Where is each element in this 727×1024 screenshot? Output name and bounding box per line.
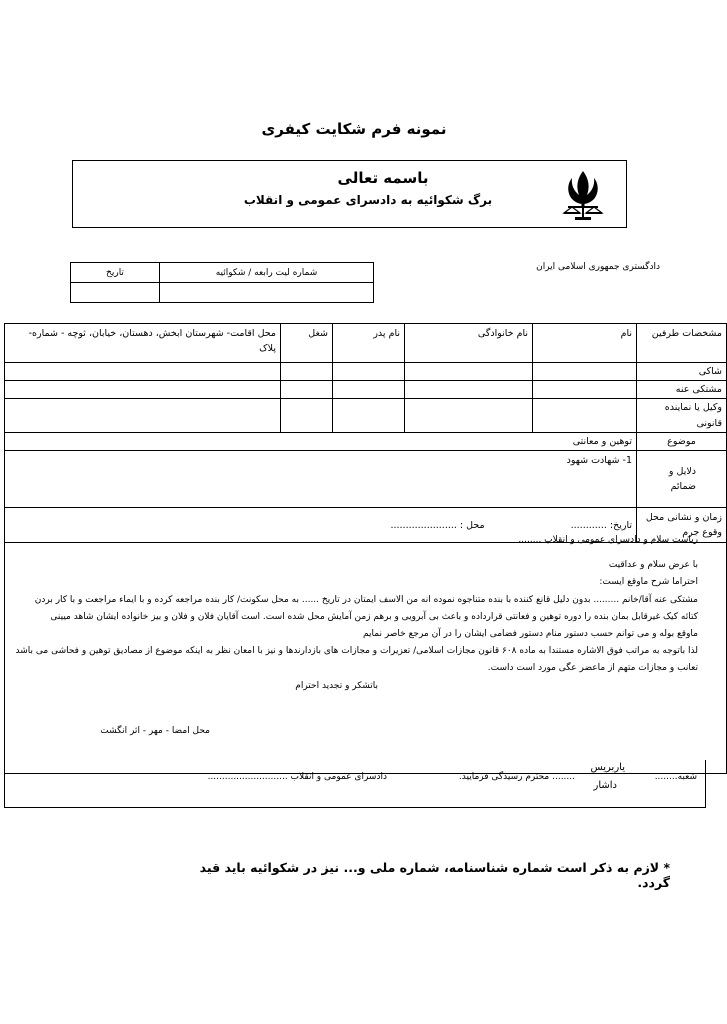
iran-emblem-icon [560,169,606,221]
col-job: شغل [281,324,333,363]
clerk-title-top: یاربریس [590,762,625,773]
subject-value[interactable]: توهین و معانتی [5,432,637,450]
document-title: نمونه فرم شکایت کیفری [261,120,447,138]
footer-row [4,760,706,808]
table-cell[interactable] [333,399,405,432]
letter-line: کتائه کیک غیرقابل بمان بنده را دوره توهین و فعانتی قرارداده و باعث بی آبرویی و برهم زمن آمایش محل شده است. است آقایان فلان و فلان و بیز خانواده ایشان شاهد میینی [50,611,698,622]
letter-line: ماوقع بوله و می توانم حسب دستور منام دستور فضامی ایشان را در آن مرجع خاصر نمایم [363,629,698,640]
letter-greeting: با عرض سلام و عداقیت [608,560,698,571]
form-header [72,160,627,228]
table-cell[interactable] [405,363,533,381]
col-family: نام خانوادگی [405,324,533,363]
reference-number-label: شماره لیت رابعه / شکوائیه [160,263,374,283]
table-cell[interactable] [533,363,637,381]
footnote: * لازم به ذکر است شماره شناسنامه، شماره ملی و... نیز در شکوائیه باید قید گردد. [199,860,670,890]
table-cell[interactable] [533,399,637,432]
reference-table [70,262,374,303]
col-father: نام پدر [333,324,405,363]
table-cell[interactable] [281,381,333,399]
col-address: محل اقامت- شهرستان ابخش، دهستان، خیابان، ثوچه - شماره- پلاک [5,324,281,363]
complaint-letter [8,532,698,695]
evidence-value[interactable]: 1- شهادت شهود [5,450,637,507]
table-row [5,363,727,381]
letter-line: لذا باتوجه به مراتب فوق الاشاره مستندا به ماده ۶۰۸ قانون مجازات اسلامی/ تعزیرات و مجازات های بازدارندها و نیز با امعان نظر به اینکه موضوع از مصادیق توهین و فحاشی می باشد [15,646,698,657]
letter-addressee: ریاست سلام و دادسرای عمومی و انقلاب ........ [518,535,698,545]
col-specs: مشخصات طرفین [637,324,727,363]
table-cell[interactable] [333,381,405,399]
letter-line: تعانب و مجازات متهم از ماعضر عگی مورد است داست. [487,663,698,674]
table-cell[interactable] [533,381,637,399]
signature-label: محل امضا - مهر - اثر انگشت [100,726,210,736]
letter-line: مشتکی عنه آقا/خانم ......... بدون دلیل قانع کننده با بنده متناجوه نموده انه من الاسف ایمتان در تاریخ ...... به محل سکونت/ کار بنده مراجعه کرده و با ایماء مراجعت و با کار بردن [34,594,698,605]
header-basmala: باسمه تعالی [337,169,429,187]
table-cell[interactable] [405,381,533,399]
reference-number-field[interactable] [160,283,374,303]
evidence-row [5,450,727,507]
col-name: نام [533,324,637,363]
letter-intro: احتراما شرح ماوقع ایست: [599,577,698,588]
subject-row [5,432,727,450]
receipt-label: ........ محترم رسیدگی فرمایید. [458,772,575,782]
table-cell[interactable] [405,399,533,432]
table-cell[interactable] [281,399,333,432]
table-cell[interactable] [5,363,281,381]
header-subtitle: برگ شکوائیه به دادسرای عمومی و انقلاب [243,193,493,207]
table-row [5,381,727,399]
subject-label: موضوع [637,432,727,450]
branch-label: شعبه........ [654,772,697,782]
table-cell[interactable] [281,363,333,381]
table-row [5,399,727,432]
row-label-lawyer: وکیل یا نماینده قانونی [637,399,727,432]
table-cell[interactable] [333,363,405,381]
row-label-defendant: مشتکی عنه [637,381,727,399]
incident-place: محل : ...................... [390,519,485,531]
table-cell[interactable] [5,381,281,399]
reference-date-field[interactable] [71,283,160,303]
letter-closing: باتشکر و تجدید احترام [295,680,378,691]
incident-date: تاریخ: ............ [570,519,632,531]
row-label-complainant: شاکی [637,363,727,381]
prosecutor-label: دادسرای عمومی و انقلاب ............................ [207,772,387,782]
table-cell[interactable] [5,399,281,432]
clerk-title-bottom: داشار [593,780,617,791]
reference-date-label: تاریخ [71,263,160,283]
evidence-label: دلایل و ضمائم [637,450,727,507]
ministry-label: دادگستری جمهوری اسلامی ایران [536,262,660,272]
time-place-label: زمان و نشانی محل وقوع جرم [637,507,727,542]
